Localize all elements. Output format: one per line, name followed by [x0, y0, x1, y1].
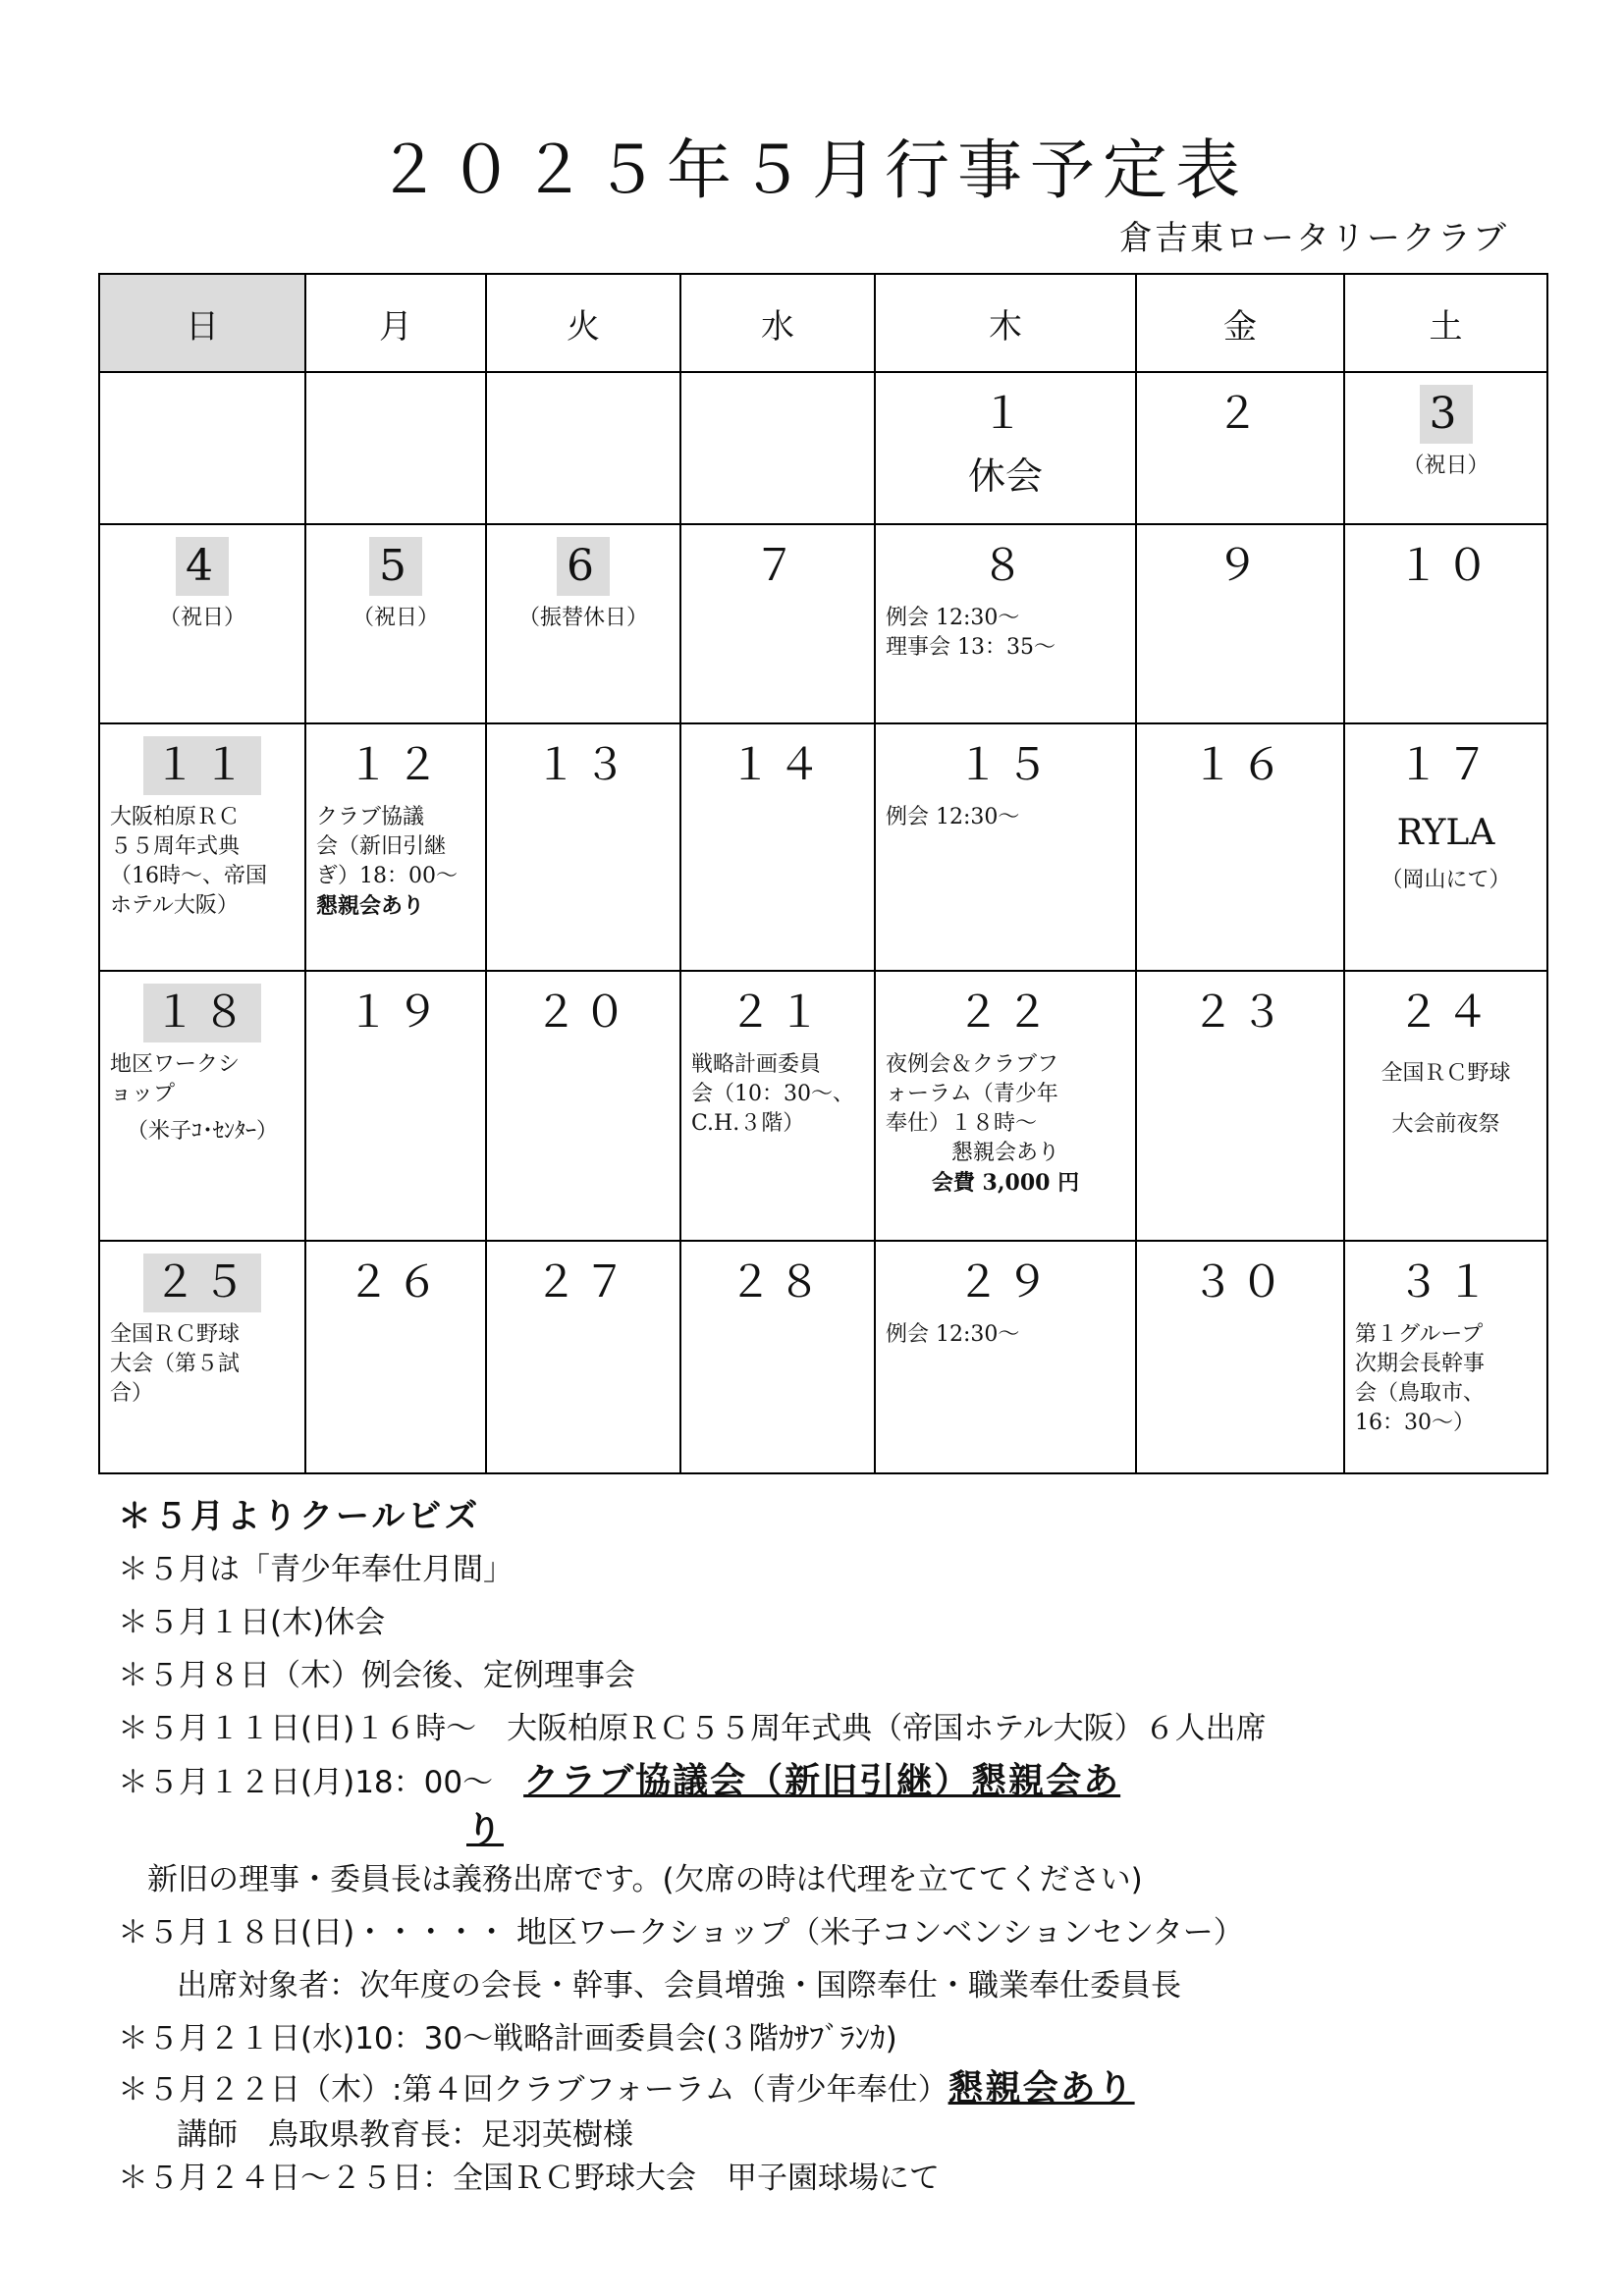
event-note: 例会 12:30～	[886, 805, 1020, 829]
event-line: ホテル大阪）	[110, 893, 239, 918]
weekday-mon: 月	[305, 274, 486, 372]
holiday-day-number: 6	[557, 537, 610, 596]
day-cell	[305, 1241, 486, 1473]
day-cell	[99, 524, 305, 723]
day-number: １７	[1396, 740, 1495, 790]
note-line: 講師 鳥取県教育長：足羽英樹様	[177, 2117, 633, 2153]
event-line: （16時～、帝国	[110, 864, 267, 888]
event-line: 戦略計画委員	[691, 1052, 822, 1077]
day-number: ２３	[1191, 988, 1289, 1038]
day-cell	[99, 372, 305, 524]
day-cell	[99, 971, 305, 1241]
day-cell	[680, 372, 875, 524]
event-note	[316, 803, 475, 921]
week-row	[99, 524, 1547, 723]
holiday-day-number: 5	[369, 537, 422, 596]
holiday-day-number: 3	[1420, 385, 1473, 444]
day-number: ２４	[1396, 988, 1495, 1038]
event-note: （岡山にて）	[1380, 868, 1511, 892]
weekday-wed: 水	[680, 274, 875, 372]
note-text: ＊５月２２日（木）:第４回クラブフォーラム（青少年奉仕）	[118, 2072, 948, 2108]
event-line: ５５周年式典	[110, 834, 241, 859]
day-number: ３１	[1396, 1257, 1495, 1308]
day-cell	[1136, 1241, 1344, 1473]
event-line: 奉仕）１８時～	[886, 1111, 1038, 1136]
holiday-label: （祝日）	[158, 606, 245, 630]
day-cell	[99, 1241, 305, 1473]
note-line: ＊５月１８日(日)・・・・・ 地区ワークショップ（米子コンベンションセンター）	[118, 1915, 1244, 1950]
event-note	[691, 1050, 864, 1139]
day-cell	[486, 524, 680, 723]
day-cell	[305, 971, 486, 1241]
day-cell	[875, 1241, 1136, 1473]
day-number: ２２	[956, 988, 1055, 1038]
event-line: 全国ＲＣ野球	[1380, 1061, 1511, 1086]
event-note: 例会 12:30～	[886, 1322, 1020, 1347]
event-line: ョップ	[110, 1082, 176, 1106]
day-cell	[1136, 723, 1344, 971]
day-number: １３	[534, 740, 632, 790]
event-line: 次期会長幹事	[1355, 1352, 1486, 1376]
holiday-day-number: ２５	[143, 1254, 261, 1312]
note-line: 新旧の理事・委員長は義務出席です。(欠席の時は代理を立ててください)	[147, 1862, 1143, 1897]
day-cell	[1136, 372, 1344, 524]
day-number: １５	[956, 740, 1055, 790]
day-cell	[680, 524, 875, 723]
day-number: ２７	[534, 1257, 632, 1308]
event-line: 大会前夜祭	[1391, 1112, 1500, 1137]
event-note	[1355, 1048, 1537, 1150]
day-number: ３０	[1191, 1257, 1289, 1308]
event-line: ぎ）18：00～	[316, 864, 458, 888]
day-cell	[486, 1241, 680, 1473]
note-line: ＊５月２１日(水)10：30～戦略計画委員会(３階ｶｻﾌﾞﾗﾝｶ)	[118, 2021, 897, 2056]
event-note	[110, 803, 295, 921]
day-cell	[875, 971, 1136, 1241]
page-title: ２０２５年５月行事予定表	[376, 133, 1248, 208]
day-cell	[875, 723, 1136, 971]
day-cell	[305, 372, 486, 524]
week-row	[99, 723, 1547, 971]
note-emphasis: クラブ協議会（新旧引継）懇親会あ	[523, 1761, 1121, 1801]
note-line: ＊５月よりクールビズ	[118, 1497, 481, 1536]
weekday-header-row	[99, 274, 1547, 372]
day-number: ２１	[729, 988, 827, 1038]
day-cell	[305, 723, 486, 971]
event-line: 大阪柏原ＲＣ	[110, 805, 241, 829]
week-row	[99, 372, 1547, 524]
day-cell	[486, 971, 680, 1241]
event-line: 大会（第５試	[110, 1352, 241, 1376]
weekday-tue: 火	[486, 274, 680, 372]
note-emphasis: 懇親会あり	[947, 2068, 1135, 2109]
note-line: ＊５月１１日(日)１６時～ 大阪柏原ＲＣ５５周年式典（帝国ホテル大阪）６人出席	[118, 1711, 1267, 1746]
day-number: １	[981, 389, 1030, 439]
calendar-table	[98, 273, 1548, 1474]
notes-section	[118, 1490, 1610, 2200]
day-cell	[680, 971, 875, 1241]
holiday-label: （祝日）	[352, 606, 439, 630]
day-number: １４	[729, 740, 827, 790]
holiday-day-number: 4	[176, 537, 229, 596]
weekday-sat: 土	[1344, 274, 1547, 372]
event-note: 休会	[967, 454, 1043, 498]
note-line	[118, 1755, 1610, 1809]
day-cell	[486, 372, 680, 524]
day-number: ２０	[534, 988, 632, 1038]
event-line: 懇親会あり	[316, 893, 425, 919]
day-cell	[1136, 524, 1344, 723]
holiday-day-number: １８	[143, 984, 261, 1042]
note-line: 出席対象者：次年度の会長・幹事、会員増強・国際奉仕・職業奉仕委員長	[177, 1968, 1181, 2003]
event-line: （米子ｺ･ｾﾝﾀｰ）	[126, 1119, 278, 1144]
event-note: RYLA	[1396, 813, 1495, 853]
day-cell	[1344, 971, 1547, 1241]
note-line: ＊５月２４日～２５日：全国ＲＣ野球大会 甲子園球場にて	[118, 2161, 940, 2196]
week-row	[99, 1241, 1547, 1473]
event-line: 理事会 13：35～	[886, 635, 1056, 660]
day-number: １２	[347, 740, 445, 790]
day-number: １０	[1396, 541, 1495, 591]
note-emphasis: り	[466, 1810, 505, 1850]
event-note	[110, 1320, 295, 1409]
event-line: 16：30～）	[1355, 1411, 1475, 1435]
note-line: ＊５月１日(木)休会	[118, 1605, 386, 1640]
day-cell	[680, 1241, 875, 1473]
weekday-fri: 金	[1136, 274, 1344, 372]
day-number: ８	[981, 541, 1030, 591]
day-cell	[486, 723, 680, 971]
day-cell	[1344, 723, 1547, 971]
event-line: 全国ＲＣ野球	[110, 1322, 241, 1347]
day-cell	[680, 723, 875, 971]
day-number: １９	[347, 988, 445, 1038]
event-note	[1355, 1320, 1537, 1438]
note-text: ＊５月１２日(月)18：00～	[118, 1765, 524, 1800]
weekday-thu: 木	[875, 274, 1136, 372]
day-cell	[1344, 372, 1547, 524]
day-cell	[305, 524, 486, 723]
holiday-label: （祝日）	[1402, 454, 1489, 478]
day-number: ９	[1216, 541, 1265, 591]
event-line: 例会 12:30～	[886, 606, 1020, 630]
event-line: 会（新旧引継	[316, 834, 447, 859]
note-line: ＊５月は「青少年奉仕月間」	[118, 1552, 514, 1587]
day-number: ２８	[729, 1257, 827, 1308]
event-line: 合）	[110, 1381, 154, 1406]
event-line: 地区ワークシ	[110, 1052, 241, 1077]
event-line: 会費 3,000 円	[931, 1170, 1080, 1196]
note-line	[118, 2065, 1610, 2113]
holiday-day-number: １１	[143, 736, 261, 795]
event-line: 会（鳥取市、	[1355, 1381, 1486, 1406]
day-number: ２９	[956, 1257, 1055, 1308]
event-line: 夜例会＆クラブフ	[886, 1052, 1059, 1077]
day-cell	[1136, 971, 1344, 1241]
day-cell	[1344, 524, 1547, 723]
week-row	[99, 971, 1547, 1241]
event-line: 懇親会あり	[950, 1141, 1059, 1165]
event-line: 会（10：30～、	[691, 1082, 854, 1106]
day-cell	[1344, 1241, 1547, 1473]
event-line: C.H.３階）	[691, 1111, 805, 1136]
day-number: １６	[1191, 740, 1289, 790]
club-name: 倉吉東ロータリークラブ	[1119, 219, 1508, 258]
event-line: ォーラム（青少年	[886, 1082, 1058, 1106]
event-note	[886, 1050, 1125, 1198]
day-cell	[99, 723, 305, 971]
event-note	[886, 604, 1125, 663]
day-number: ２６	[347, 1257, 445, 1308]
holiday-label: （振替休日）	[517, 606, 648, 630]
event-note	[110, 1050, 295, 1147]
day-number: ２	[1216, 389, 1265, 439]
note-line: ＊５月８日（木）例会後、定例理事会	[118, 1658, 635, 1693]
event-line: クラブ協議	[316, 805, 425, 829]
day-cell	[875, 372, 1136, 524]
day-cell	[875, 524, 1136, 723]
event-line: 第１グループ	[1355, 1322, 1484, 1347]
day-number: ７	[753, 541, 802, 591]
weekday-sun: 日	[99, 274, 305, 372]
note-line	[118, 1809, 1610, 1853]
